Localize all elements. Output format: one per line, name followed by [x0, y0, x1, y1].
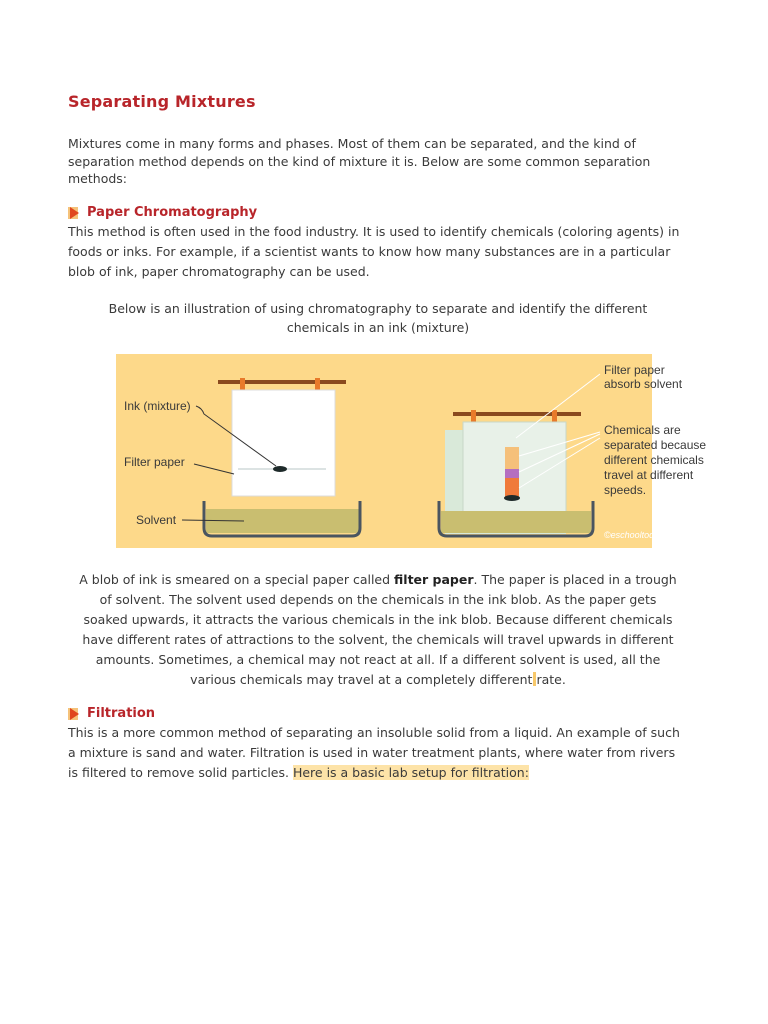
right-clip-2 — [552, 410, 557, 423]
right-solvent — [441, 511, 591, 533]
ink-origin — [504, 495, 520, 501]
label-chem-5: speeds. — [604, 483, 647, 497]
label-chem-2: separated because — [604, 438, 707, 452]
left-clip-2 — [315, 378, 320, 391]
chromatography-description: A blob of ink is smeared on a special paper called filter paper. The paper is placed in a trough of solvent. The solvent used depends on the chemicals in the ink blob. As the paper gets soaked upwards, it attracts the various chemicals in the ink blob. Because different chemicals have different rates of attractions to the solvent, the chemicals will travel upwards in different amounts. Sometimes, a chemical may not react at all. If a different solvent is used, all the various chemicals may travel at a completely different rate. — [79, 572, 677, 687]
chromatography-illustration — [116, 354, 707, 548]
chromatography-diagram — [116, 354, 707, 548]
label-chem-3: different chemicals — [604, 453, 704, 467]
band-top — [505, 447, 519, 469]
band-middle — [505, 469, 519, 478]
label-solvent: Solvent — [136, 513, 177, 527]
left-filter-paper — [232, 390, 335, 496]
page-title: Separating Mixtures — [68, 92, 256, 111]
paper-chromatography-paragraph: This method is often used in the food industry. It is used to identify chemicals (coloring agents) in foods or inks. For example, if a scientist wants to know how many substances are in a particular blob of ink, paper chromatography can be used. — [68, 224, 680, 279]
label-chem-4: travel at different — [604, 468, 694, 482]
section-heading-text: Paper Chromatography — [87, 205, 258, 220]
figure-credit: ©eschooltoday.com — [604, 530, 683, 540]
label-filter-paper: Filter paper — [124, 455, 185, 469]
right-clip-1 — [471, 410, 476, 423]
section-heading-filtration — [68, 706, 155, 721]
left-clip-1 — [240, 378, 245, 391]
term-filter-paper: filter paper — [394, 572, 474, 587]
label-absorb-2: absorb solvent — [604, 377, 683, 391]
arrow-bullet-icon — [68, 206, 86, 220]
arrow-bullet-icon — [68, 707, 86, 721]
label-absorb-1: Filter paper — [604, 363, 665, 377]
highlighted-text: Here is a basic lab setup for filtration: — [292, 765, 529, 780]
filtration-paragraph: This is a more common method of separating an insoluble solid from a liquid. An example of such a mixture is sand and water. Filtration is used in water treatment plants, where water from rivers is filtered to remove solid particles. Here is a basic lab setup for filtration: — [68, 725, 680, 780]
section-heading-text: Filtration — [87, 706, 156, 721]
label-chem-1: Chemicals are — [604, 423, 681, 437]
illustration-intro: Below is an illustration of using chromatography to separate and identify the different chemicals in an ink (mixture) — [108, 301, 648, 335]
label-ink-mixture: Ink (mixture) — [124, 399, 191, 413]
intro-paragraph: Mixtures come in many forms and phases. Most of them can be separated, and the kind of separation method depends on the kind of mixture it is. Below are some common separation methods: — [68, 136, 651, 186]
left-rod — [218, 380, 346, 384]
section-heading-paper-chromatography — [68, 205, 257, 220]
ink-blob — [273, 466, 287, 472]
